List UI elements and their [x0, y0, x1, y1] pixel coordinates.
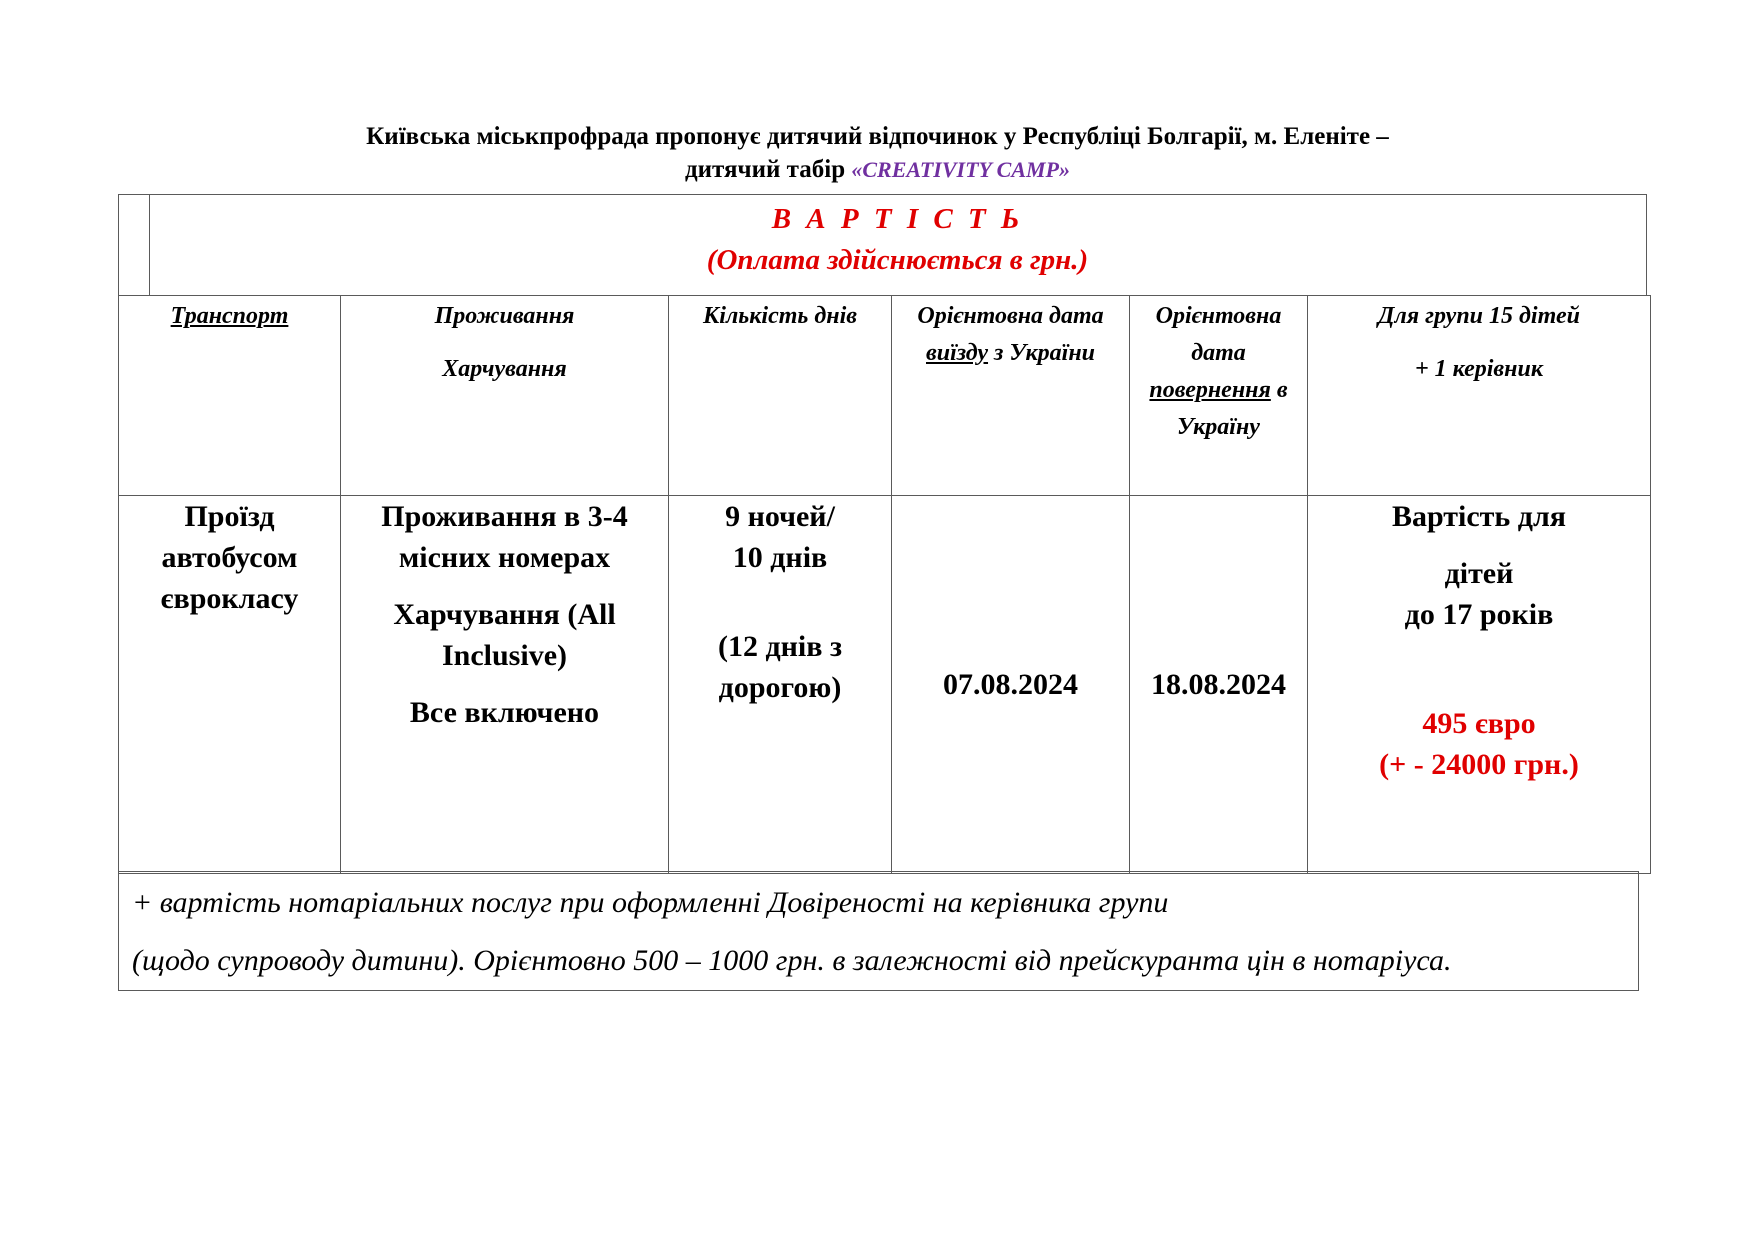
header-group	[1308, 296, 1651, 496]
header-departure-pre: Орієнтовна дата	[917, 303, 1104, 329]
header-return-label	[1130, 298, 1307, 446]
departure-date: 07.08.2024	[943, 668, 1078, 701]
header-return-underlined: повернення	[1149, 377, 1271, 403]
price-header-box	[118, 194, 1647, 296]
subtitle-prefix: дитячий табір	[685, 156, 852, 183]
cell-departure-date	[892, 496, 1130, 874]
notary-note	[118, 871, 1639, 991]
cost-line2: дітей	[1444, 557, 1514, 590]
return-date: 18.08.2024	[1151, 668, 1286, 701]
days-with-road: (12 днів з дорогою)	[717, 630, 843, 704]
header-departure	[892, 296, 1130, 496]
cell-days	[669, 496, 892, 874]
price-header-title: В А Р Т І С Т Ь	[771, 203, 1024, 235]
header-transport	[119, 296, 341, 496]
meals-value: Харчування (All Inclusive)	[393, 598, 616, 672]
cost-line1: Вартість для	[1391, 500, 1567, 533]
header-group-line2: + 1 керівник	[1414, 356, 1543, 382]
page-subtitle	[0, 154, 1755, 186]
table-header-row	[119, 296, 1651, 496]
header-group-line1: Для групи 15 дітей	[1378, 303, 1580, 329]
note-line2: (щодо супроводу дитини). Орієнтовно 500 – 1000 грн. в залежності від прейскуранта цін в нотаріуса.	[132, 944, 1452, 977]
header-days	[669, 296, 892, 496]
cell-return-date	[1130, 496, 1308, 874]
cell-accommodation	[341, 496, 669, 874]
header-meals-label: Харчування	[442, 356, 567, 382]
all-included-value: Все включено	[409, 696, 600, 729]
note-line1: + вартість нотаріальних послуг при оформленні Довіреності на керівника групи	[132, 886, 1169, 919]
header-days-label: Кількість днів	[703, 303, 857, 329]
price-header-subtitle: (Оплата здійснюється в грн.)	[706, 244, 1089, 276]
header-departure-underlined: виїзду	[926, 340, 989, 366]
transport-value: Проїзд автобусом єврокласу	[160, 500, 299, 615]
days-nights: 9 ночей/	[725, 500, 835, 533]
price-table	[118, 295, 1651, 874]
camp-name: «CREATIVITY CAMP»	[851, 157, 1070, 182]
page-title: Київська міськпрофрада пропонує дитячий відпочинок у Республіці Болгарії, м. Еленіте –	[366, 123, 1389, 150]
header-return-post: в Україну	[1177, 377, 1288, 440]
cell-cost	[1308, 496, 1651, 874]
days-count: 10 днів	[732, 541, 828, 574]
header-return	[1130, 296, 1308, 496]
price-uah: (+ - 24000 грн.)	[1379, 748, 1579, 781]
header-return-pre: Орієнтовна дата	[1155, 303, 1282, 366]
header-transport-label: Транспорт	[170, 303, 289, 329]
table-row	[119, 496, 1651, 874]
header-departure-label	[892, 298, 1129, 372]
header-departure-post: з України	[988, 340, 1095, 366]
header-accommodation	[341, 296, 669, 496]
accommodation-value: Проживання в 3-4 місних номерах	[381, 500, 628, 574]
header-accommodation-label: Проживання	[434, 303, 575, 329]
cost-line3: до 17 років	[1404, 598, 1554, 631]
price-eur: 495 євро	[1422, 707, 1536, 740]
cell-transport	[119, 496, 341, 874]
